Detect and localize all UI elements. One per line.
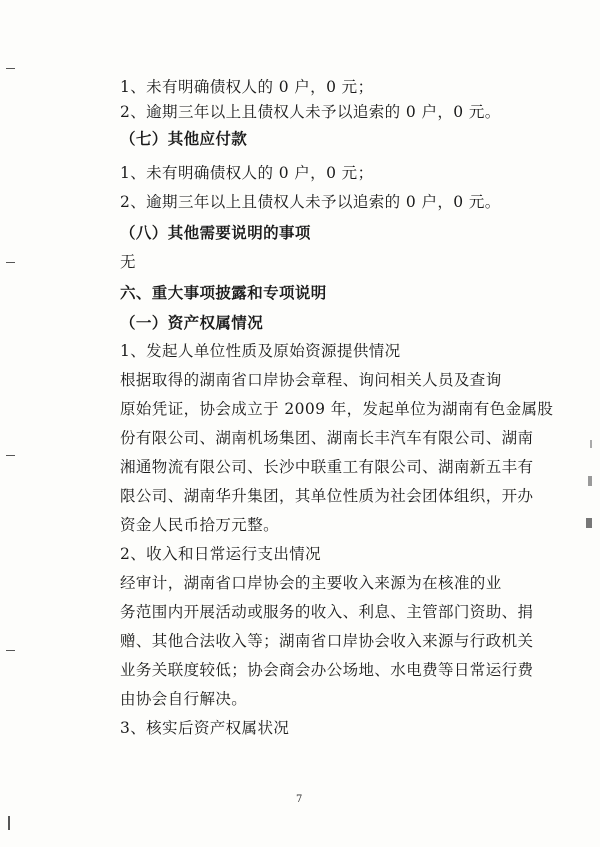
scan-mark <box>6 68 15 69</box>
text-line: 务范围内开展活动或服务的收入、利息、主管部门资助、捐 <box>120 603 534 621</box>
text-line: 资金人民币拾万元整。 <box>120 516 280 534</box>
text-line: 经审计，湖南省口岸协会的主要收入来源为在核准的业 <box>120 574 502 592</box>
text-line: 限公司、湖南华升集团，其单位性质为社会团体组织，开办 <box>120 487 534 505</box>
chapter-heading: 六、重大事项披露和专项说明 <box>120 283 327 302</box>
section-heading: （一）资产权属情况 <box>120 313 264 332</box>
text-line: 业务关联度较低；协会商会办公场地、水电费等日常运行费 <box>120 661 534 679</box>
page-number: 7 <box>296 794 303 805</box>
text-line: 赠、其他合法收入等；湖南省口岸协会收入来源与行政机关 <box>120 632 534 650</box>
text-line: 3、核实后资产权属状况 <box>120 719 290 737</box>
scan-mark <box>6 455 15 456</box>
text-line: 1、未有明确债权人的 0 户，0 元； <box>120 164 374 182</box>
scan-mark <box>6 262 15 263</box>
text-line: 份有限公司、湖南机场集团、湖南长丰汽车有限公司、湖南 <box>120 429 534 447</box>
scan-mark <box>8 816 10 830</box>
section-heading: （七）其他应付款 <box>120 129 248 148</box>
text-line: 无 <box>120 253 136 271</box>
section-heading: （八）其他需要说明的事项 <box>120 223 311 242</box>
scan-mark <box>590 440 592 448</box>
text-line: 1、未有明确债权人的 0 户，0 元； <box>120 78 374 96</box>
text-line: 2、逾期三年以上且债权人未予以追索的 0 户，0 元。 <box>120 193 501 211</box>
text-line: 2、收入和日常运行支出情况 <box>120 545 322 563</box>
text-line: 根据取得的湖南省口岸协会章程、询问相关人员及查询 <box>120 371 502 389</box>
scan-mark <box>6 650 15 651</box>
text-line: 2、逾期三年以上且债权人未予以追索的 0 户，0 元。 <box>120 103 501 121</box>
text-line: 1、发起人单位性质及原始资源提供情况 <box>120 342 401 360</box>
text-line: 由协会自行解决。 <box>120 690 248 708</box>
text-line: 湘通物流有限公司、长沙中联重工有限公司、湖南新五丰有 <box>120 458 534 476</box>
scan-mark <box>588 476 592 486</box>
text-line: 原始凭证，协会成立于 2009 年，发起单位为湖南有色金属股 <box>120 400 554 418</box>
scan-mark <box>586 518 592 528</box>
